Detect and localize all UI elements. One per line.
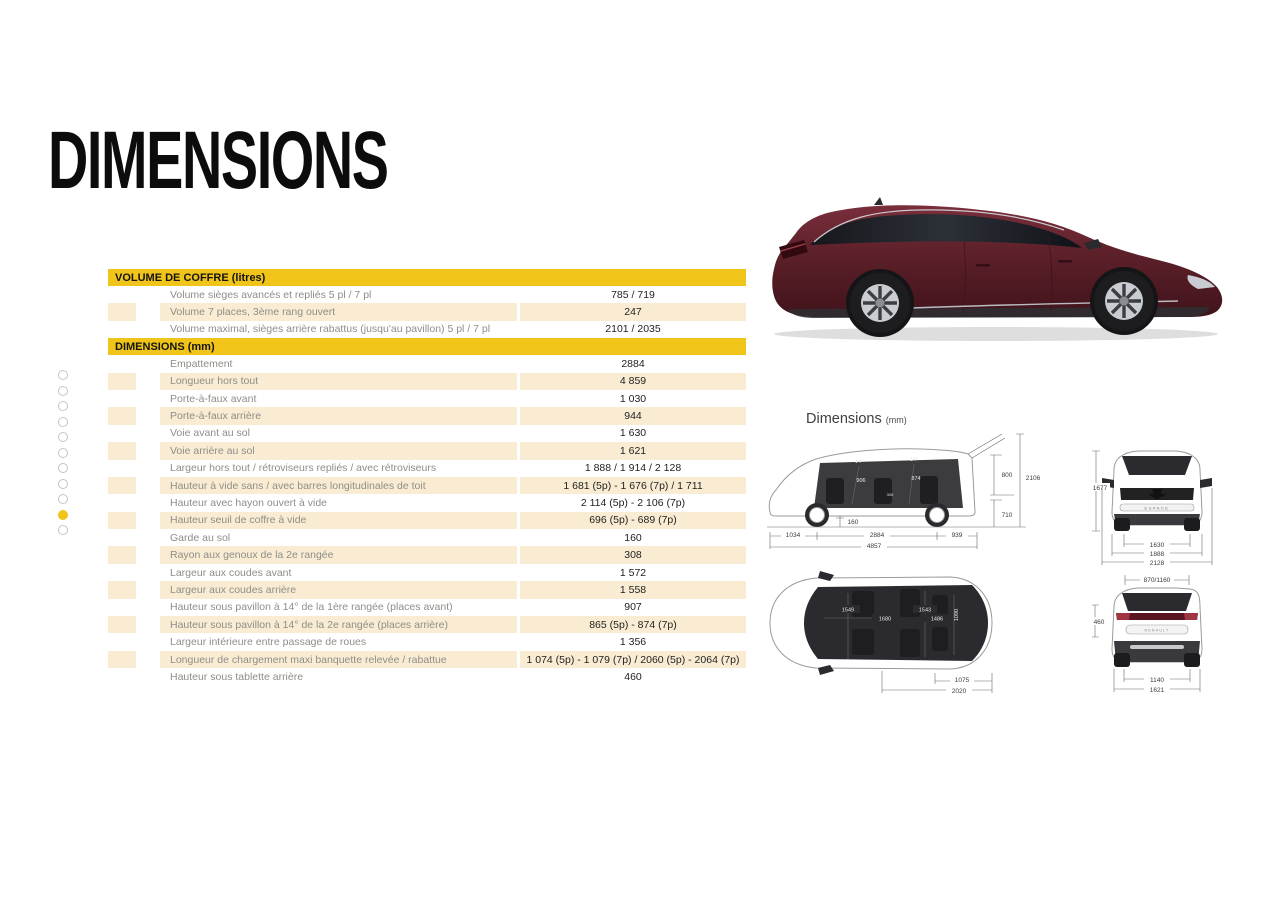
- row-label: Longueur de chargement maxi banquette relevée / rabattue: [160, 651, 517, 668]
- top-dim-1680: 1680: [878, 616, 892, 623]
- side-dim-1034: 1034: [785, 532, 801, 539]
- row-edge-cell: [108, 355, 136, 372]
- car-door-handle-1: [976, 264, 990, 267]
- row-label: Hauteur sous pavillon à 14° de la 1ère rangée (places avant): [170, 601, 453, 614]
- row-value: 4 859: [520, 373, 746, 390]
- side-dim-4857: 4857: [866, 543, 882, 550]
- table-row: [108, 407, 746, 424]
- table-section-header-dimensions: DIMENSIONS (mm): [108, 338, 746, 355]
- row-value: 460: [624, 670, 642, 683]
- rear-dim-1140: 1140: [1150, 677, 1164, 684]
- car-photo-illustration: [758, 185, 1236, 347]
- row-value: 2884: [621, 357, 645, 370]
- row-label: Hauteur à vide sans / avec barres longitudinales de toit: [160, 477, 517, 494]
- table-row: [108, 616, 746, 633]
- side-dim-939: 939: [951, 532, 963, 539]
- top-dim-1549: 1549: [841, 607, 855, 614]
- row-value: 907: [624, 601, 642, 614]
- table-row: [108, 651, 746, 668]
- row-edge-cell: [108, 425, 136, 442]
- side-dim-800: 800: [1001, 472, 1013, 479]
- top-dim-1486: 1486: [930, 616, 944, 623]
- pagination-dot[interactable]: [58, 386, 68, 396]
- diagram-caption-text: Dimensions: [806, 411, 882, 427]
- pagination-dot[interactable]: [58, 525, 68, 535]
- table-section-volume-rows: [108, 286, 746, 338]
- top-dim-1075: 1075: [954, 677, 970, 684]
- table-row: [108, 512, 746, 529]
- row-label: Garde au sol: [170, 531, 231, 544]
- side-angle-front: 14°: [854, 459, 864, 465]
- row-edge-cell: [108, 460, 136, 477]
- car-shadow: [774, 327, 1218, 341]
- pagination-dot[interactable]: [58, 463, 68, 473]
- row-value: 2101 / 2035: [605, 323, 661, 336]
- row-label: Hauteur sous tablette arrière: [170, 670, 304, 683]
- pagination-dot-active[interactable]: [58, 510, 68, 520]
- row-value: 1 681 (5p) - 1 676 (7p) / 1 711: [520, 477, 746, 494]
- front-dim-1888: 1888: [1149, 551, 1165, 558]
- row-label: Hauteur sous pavillon à 14° de la 2e rangée (places arrière): [160, 616, 517, 633]
- row-edge-cell: [108, 668, 136, 685]
- row-label: Longueur hors tout: [160, 373, 517, 390]
- row-edge-cell: [108, 442, 136, 459]
- row-label: Empattement: [170, 357, 233, 370]
- row-value: 944: [520, 407, 746, 424]
- row-value: 1 888 / 1 914 / 2 128: [584, 462, 682, 475]
- car-door-handle-2: [1058, 260, 1072, 263]
- row-edge-cell: [108, 494, 136, 511]
- front-badge: ESPACE: [1144, 505, 1170, 511]
- front-dim-1630: 1630: [1149, 542, 1165, 549]
- top-dim-2020: 2020: [951, 688, 967, 695]
- table-section-header-volume: VOLUME DE COFFRE (litres): [108, 269, 746, 286]
- side-headroom-front: 906: [856, 478, 866, 484]
- row-label: Hauteur avec hayon ouvert à vide: [170, 496, 328, 509]
- row-value: 1 630: [619, 427, 647, 440]
- row-edge-cell: [108, 373, 136, 390]
- table-row: [108, 477, 746, 494]
- row-label: Largeur hors tout / rétroviseurs repliés / avec rétroviseurs: [170, 462, 437, 475]
- row-value: 1 356: [619, 636, 647, 649]
- row-value: 865 (5p) - 874 (7p): [520, 616, 746, 633]
- row-edge-cell: [108, 581, 136, 598]
- table-row: [108, 564, 746, 581]
- front-dim-1677: 1677: [1092, 485, 1108, 492]
- row-edge-cell: [108, 529, 136, 546]
- side-dim-160: 160: [847, 519, 859, 526]
- rear-view-diagram: [1090, 565, 1275, 705]
- row-label: Volume maximal, sièges arrière rabattus (jusqu'au pavillon) 5 pl / 7 pl: [170, 323, 491, 336]
- table-row: [108, 321, 746, 338]
- row-edge-cell: [108, 407, 136, 424]
- rear-dim-boot-opening: 870/1160: [1143, 577, 1171, 584]
- pagination-dot[interactable]: [58, 370, 68, 380]
- rear-dim-1621: 1621: [1149, 687, 1165, 694]
- car-front-wheel: [1090, 267, 1158, 335]
- table-row: [108, 599, 746, 616]
- row-value: 308: [520, 546, 746, 563]
- row-value: 1 558: [520, 581, 746, 598]
- table-row: [108, 633, 746, 650]
- spec-table: [108, 269, 746, 686]
- page-title: DIMENSIONS: [48, 115, 388, 206]
- row-edge-cell: [108, 564, 136, 581]
- pagination-dot[interactable]: [58, 432, 68, 442]
- table-row: [108, 373, 746, 390]
- side-headroom-rear: 874: [911, 476, 921, 482]
- row-edge-cell: [108, 633, 136, 650]
- car-antenna: [874, 197, 883, 205]
- row-edge-cell: [108, 286, 136, 303]
- table-row: [108, 286, 746, 303]
- row-value: 1 074 (5p) - 1 079 (7p) / 2060 (5p) - 2064 (7p): [520, 651, 746, 668]
- row-value: 247: [520, 303, 746, 320]
- table-row: [108, 460, 746, 477]
- pagination-dot[interactable]: [58, 479, 68, 489]
- table-row: [108, 425, 746, 442]
- side-knee-radius: 308: [886, 492, 894, 497]
- table-row: [108, 668, 746, 685]
- diagram-caption-unit: (mm): [885, 415, 907, 425]
- row-value: 785 / 719: [611, 288, 655, 301]
- rear-badge: RENAULT: [1144, 628, 1170, 633]
- row-label: Largeur aux coudes arrière: [160, 581, 517, 598]
- rear-dim-460: 460: [1093, 619, 1105, 626]
- table-row: [108, 442, 746, 459]
- table-row: [108, 494, 746, 511]
- table-row: [108, 303, 746, 320]
- pagination-dot[interactable]: [58, 494, 68, 504]
- side-dim-2884: 2884: [869, 532, 885, 539]
- pagination-dots: [58, 370, 68, 541]
- row-value: 1 621: [520, 442, 746, 459]
- row-edge-cell: [108, 390, 136, 407]
- pagination-dot[interactable]: [58, 417, 68, 427]
- table-row: [108, 581, 746, 598]
- row-edge-cell: [108, 651, 136, 668]
- row-value: 1 572: [619, 566, 647, 579]
- pagination-dot[interactable]: [58, 448, 68, 458]
- row-label: Voie arrière au sol: [160, 442, 517, 459]
- row-label: Volume sièges avancés et repliés 5 pl / 7 pl: [170, 288, 372, 301]
- side-dim-2106: 2106: [1025, 475, 1041, 482]
- row-edge-cell: [108, 477, 136, 494]
- top-view-diagram: [760, 565, 1000, 705]
- row-edge-cell: [108, 512, 136, 529]
- row-value: 160: [624, 531, 642, 544]
- row-label: Volume 7 places, 3ème rang ouvert: [160, 303, 517, 320]
- row-label: Largeur aux coudes avant: [170, 566, 292, 579]
- table-row: [108, 529, 746, 546]
- row-label: Largeur intérieure entre passage de roues: [170, 636, 367, 649]
- row-edge-cell: [108, 599, 136, 616]
- table-row: [108, 546, 746, 563]
- row-value: 1 030: [619, 392, 647, 405]
- row-label: Porte-à-faux avant: [170, 392, 257, 405]
- row-label: Voie avant au sol: [170, 427, 250, 440]
- row-value: 2 114 (5p) - 2 106 (7p): [580, 496, 686, 509]
- top-dim-1543: 1543: [918, 607, 932, 614]
- front-view-diagram: [1090, 430, 1275, 570]
- car-rear-wheel: [846, 269, 914, 337]
- side-angle-rear: 14°: [909, 457, 919, 463]
- row-edge-cell: [108, 303, 136, 320]
- row-edge-cell: [108, 546, 136, 563]
- side-dim-710: 710: [1001, 512, 1013, 519]
- table-section-dimensions-rows: [108, 355, 746, 685]
- row-edge-cell: [108, 321, 136, 338]
- row-value: 696 (5p) - 689 (7p): [520, 512, 746, 529]
- pagination-dot[interactable]: [58, 401, 68, 411]
- row-edge-cell: [108, 616, 136, 633]
- side-view-diagram: [762, 420, 1047, 560]
- table-row: [108, 355, 746, 372]
- table-row: [108, 390, 746, 407]
- front-dim-2128: 2128: [1149, 560, 1165, 567]
- top-dim-1090: 1090: [954, 608, 960, 622]
- row-label: Hauteur seuil de coffre à vide: [160, 512, 517, 529]
- row-label: Rayon aux genoux de la 2e rangée: [160, 546, 517, 563]
- row-label: Porte-à-faux arrière: [160, 407, 517, 424]
